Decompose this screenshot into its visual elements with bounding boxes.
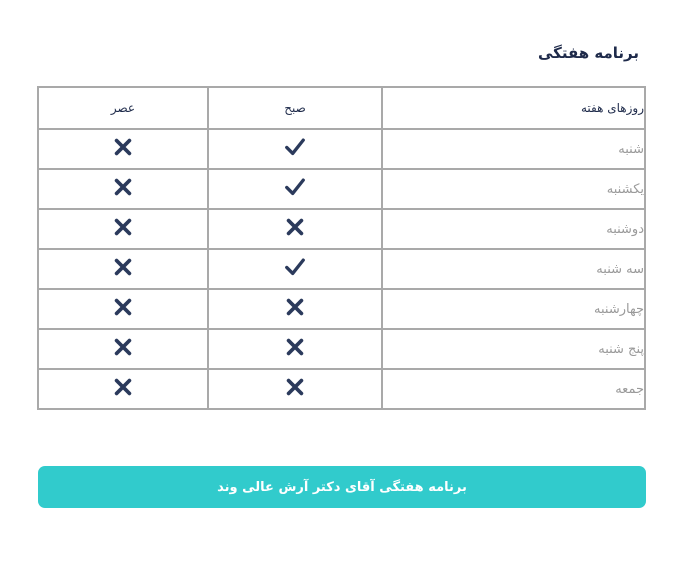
day-name-cell: جمعه [382, 369, 645, 409]
morning-cell [208, 129, 382, 169]
table-body [38, 129, 645, 409]
table-row [38, 249, 645, 289]
cross-icon [284, 336, 306, 358]
table-header-row [38, 87, 645, 129]
weekly-schedule-button[interactable]: برنامه هفتگی آقای دکتر آرش عالی وند [38, 466, 646, 508]
afternoon-cell [38, 249, 208, 289]
morning-cell [208, 169, 382, 209]
check-icon [284, 176, 306, 198]
cross-icon [284, 376, 306, 398]
afternoon-cell [38, 129, 208, 169]
check-icon [284, 136, 306, 158]
morning-cell [208, 249, 382, 289]
cross-icon [112, 216, 134, 238]
cross-icon [112, 256, 134, 278]
header-afternoon: عصر [38, 87, 208, 129]
table-row [38, 169, 645, 209]
morning-cell [208, 329, 382, 369]
cross-icon [284, 296, 306, 318]
afternoon-cell [38, 289, 208, 329]
day-name-cell: دوشنبه [382, 209, 645, 249]
cross-icon [112, 296, 134, 318]
morning-cell [208, 209, 382, 249]
afternoon-cell [38, 209, 208, 249]
cross-icon [112, 376, 134, 398]
header-morning: صبح [208, 87, 382, 129]
weekly-schedule-table [37, 86, 646, 410]
cross-icon [112, 136, 134, 158]
table-row [38, 369, 645, 409]
page-title: برنامه هفتگی [537, 44, 639, 62]
afternoon-cell [38, 329, 208, 369]
morning-cell [208, 369, 382, 409]
day-name-cell: یکشنبه [382, 169, 645, 209]
morning-cell [208, 289, 382, 329]
afternoon-cell [38, 169, 208, 209]
day-name-cell: سه شنبه [382, 249, 645, 289]
table-row [38, 209, 645, 249]
cross-icon [284, 216, 306, 238]
afternoon-cell [38, 369, 208, 409]
table-row [38, 329, 645, 369]
day-name-cell: چهارشنبه [382, 289, 645, 329]
check-icon [284, 256, 306, 278]
table-row [38, 129, 645, 169]
day-name-cell: شنبه [382, 129, 645, 169]
cross-icon [112, 176, 134, 198]
day-name-cell: پنج شنبه [382, 329, 645, 369]
header-days: روزهای هفته [382, 87, 645, 129]
cross-icon [112, 336, 134, 358]
table-row [38, 289, 645, 329]
